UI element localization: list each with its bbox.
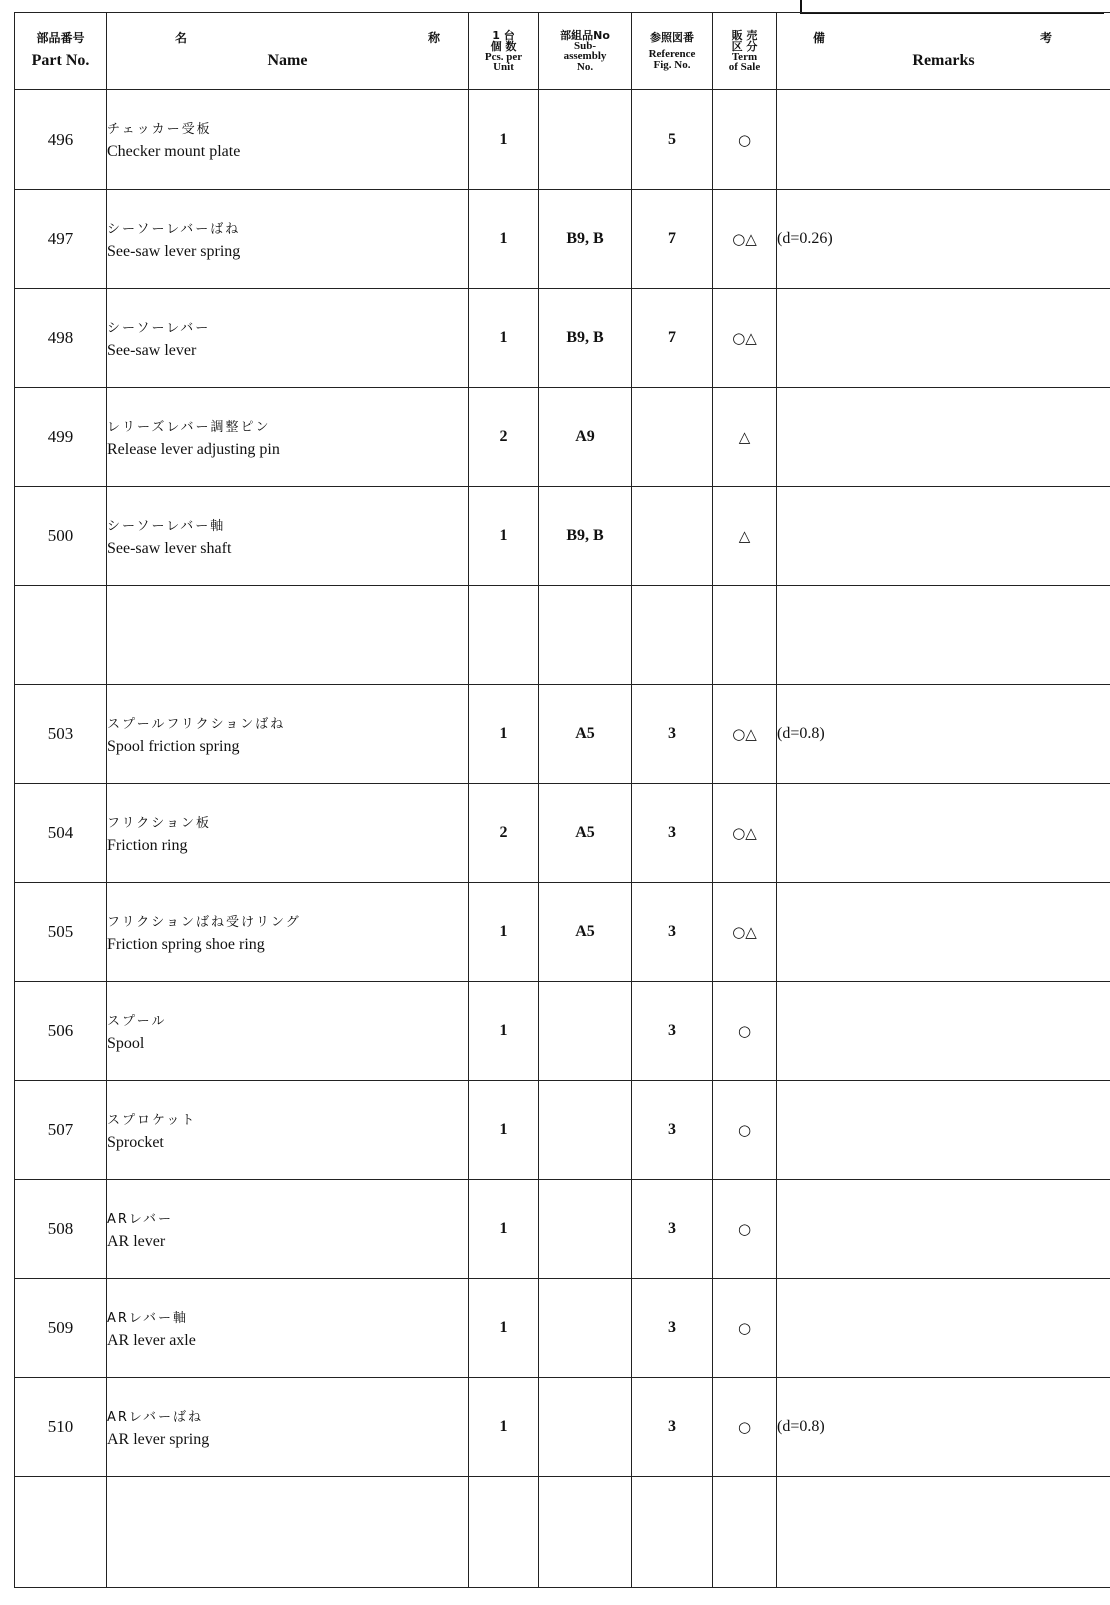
part-no-cell: 504 — [15, 784, 107, 883]
header-sale-jp-2: 区 分 — [731, 39, 758, 53]
sale-cell — [713, 1477, 777, 1588]
name-cell — [107, 1081, 469, 1180]
sub-cell — [539, 90, 632, 190]
sale-cell: ○△ — [713, 289, 777, 388]
header-remarks-jp-right: 考 — [1039, 31, 1052, 46]
remarks-cell — [777, 1180, 1110, 1279]
part-no-cell: 499 — [15, 388, 107, 487]
table-row-empty — [15, 1477, 1110, 1588]
remarks-cell — [777, 1279, 1110, 1378]
remarks-cell — [777, 388, 1110, 487]
table-row — [15, 190, 1110, 289]
remarks-cell — [777, 90, 1110, 190]
sale-cell: ○△ — [713, 190, 777, 289]
pcs-cell: 1 — [469, 1279, 539, 1378]
sale-cell: ○ — [713, 1378, 777, 1477]
table-row — [15, 1279, 1110, 1378]
pcs-cell: 1 — [469, 982, 539, 1081]
sub-cell: B9, B — [539, 190, 632, 289]
remarks-cell — [777, 1477, 1110, 1588]
ref-cell: 3 — [632, 982, 713, 1081]
name-jp: シーソーレバーばね — [107, 221, 241, 237]
name-en: See-saw lever spring — [107, 242, 241, 260]
part-no-cell: 509 — [15, 1279, 107, 1378]
name-jp: チェッカー受板 — [107, 122, 212, 137]
sub-cell — [539, 1378, 632, 1477]
pcs-cell: 1 — [469, 487, 539, 586]
part-no-cell: 497 — [15, 190, 107, 289]
name-cell — [107, 586, 469, 685]
ref-cell: 3 — [632, 1279, 713, 1378]
pcs-cell — [469, 1477, 539, 1588]
sale-cell: ○ — [713, 1081, 777, 1180]
sub-cell: A5 — [539, 685, 632, 784]
name-cell — [107, 90, 469, 190]
sub-cell: B9, B — [539, 289, 632, 388]
pcs-cell: 1 — [469, 190, 539, 289]
header-row — [15, 13, 1110, 90]
remarks-cell — [777, 487, 1110, 586]
header-sale-en-2: of Sale — [728, 61, 761, 73]
header-name-en: Name — [267, 51, 308, 69]
name-en: Sprocket — [107, 1133, 164, 1151]
table-row — [15, 1180, 1110, 1279]
name-en: Release lever adjusting pin — [107, 440, 280, 458]
header-ref-en-2: Fig. No. — [653, 58, 691, 71]
ref-cell: 7 — [632, 190, 713, 289]
ref-cell — [632, 388, 713, 487]
remarks-cell — [777, 784, 1110, 883]
ref-cell: 3 — [632, 1378, 713, 1477]
name-jp: スプールフリクションばね — [107, 716, 286, 732]
sub-cell — [539, 1279, 632, 1378]
remarks-cell — [777, 586, 1110, 685]
name-cell — [107, 388, 469, 487]
pcs-cell: 2 — [469, 784, 539, 883]
remarks-cell: (d=0.26) — [777, 190, 1110, 289]
sale-cell: ○△ — [713, 784, 777, 883]
ref-cell — [632, 586, 713, 685]
sale-cell: △ — [713, 487, 777, 586]
sub-cell — [539, 1477, 632, 1588]
sale-cell — [713, 586, 777, 685]
name-en: AR lever spring — [107, 1430, 210, 1448]
part-no-cell: 503 — [15, 685, 107, 784]
ref-cell: 3 — [632, 784, 713, 883]
pcs-cell: 1 — [469, 90, 539, 190]
header-sub-en-2: assembly — [563, 50, 607, 63]
part-no-cell: 507 — [15, 1081, 107, 1180]
part-no-cell: 505 — [15, 883, 107, 982]
sub-cell: A9 — [539, 388, 632, 487]
name-cell — [107, 982, 469, 1081]
header-remarks-en: Remarks — [912, 51, 975, 69]
name-jp: フリクション板 — [107, 815, 211, 831]
part-no-cell — [15, 586, 107, 685]
header-sub — [539, 13, 632, 90]
part-no-cell — [15, 1477, 107, 1588]
sale-cell: ○△ — [713, 685, 777, 784]
header-sale-jp-1: 販 売 — [731, 28, 758, 42]
sale-cell: ○ — [713, 982, 777, 1081]
sub-cell: B9, B — [539, 487, 632, 586]
pcs-cell: 2 — [469, 388, 539, 487]
table-row — [15, 487, 1110, 586]
sub-cell — [539, 1180, 632, 1279]
pcs-cell: 1 — [469, 1378, 539, 1477]
pcs-cell: 1 — [469, 1180, 539, 1279]
table-row — [15, 388, 1110, 487]
header-part-no-en: Part No. — [31, 51, 90, 69]
name-jp: スプール — [107, 1013, 167, 1029]
remarks-cell — [777, 982, 1110, 1081]
header-part-no — [15, 13, 107, 90]
ref-cell: 7 — [632, 289, 713, 388]
ref-cell: 3 — [632, 1180, 713, 1279]
name-en: Friction spring shoe ring — [107, 935, 265, 953]
header-ref — [632, 13, 713, 90]
name-cell — [107, 289, 469, 388]
name-cell — [107, 487, 469, 586]
header-pcs-en-2: Unit — [493, 61, 514, 73]
name-jp: シーソーレバー — [107, 320, 211, 336]
header-ref-jp: 参照図番 — [650, 31, 694, 45]
name-en: AR lever axle — [107, 1331, 196, 1349]
header-pcs-jp-1: 1 台 — [492, 28, 515, 42]
name-jp: シーソーレバー軸 — [107, 518, 226, 534]
table-row — [15, 982, 1110, 1081]
header-sub-jp: 部組品No — [560, 28, 610, 42]
pcs-cell — [469, 586, 539, 685]
name-jp: フリクションばね受けリング — [107, 914, 301, 930]
part-no-cell: 500 — [15, 487, 107, 586]
name-en: See-saw lever — [107, 341, 197, 359]
name-en: Friction ring — [107, 836, 188, 854]
name-jp: スプロケット — [107, 1112, 197, 1128]
header-remarks-jp — [777, 32, 1110, 45]
table-row — [15, 685, 1110, 784]
table-row — [15, 289, 1110, 388]
table-row — [15, 1081, 1110, 1180]
header-sub-en-1: Sub- — [573, 39, 597, 52]
header-part-no-jp: 部品番号 — [36, 31, 85, 46]
header-sub-en-3: No. — [576, 60, 594, 73]
pcs-cell: 1 — [469, 1081, 539, 1180]
parts-table — [14, 12, 1110, 1588]
table-row — [15, 1378, 1110, 1477]
table-row-empty — [15, 586, 1110, 685]
header-name-jp-right: 称 — [427, 31, 440, 46]
sub-cell: A5 — [539, 883, 632, 982]
sub-cell: A5 — [539, 784, 632, 883]
sub-cell — [539, 586, 632, 685]
name-jp: ARレバーばね — [107, 1409, 204, 1425]
table-row — [15, 883, 1110, 982]
name-cell — [107, 1279, 469, 1378]
name-en: See-saw lever shaft — [107, 539, 232, 557]
header-sale-en-1: Term — [731, 50, 758, 63]
ref-cell — [632, 1477, 713, 1588]
part-no-cell: 498 — [15, 289, 107, 388]
sale-cell: ○ — [713, 1279, 777, 1378]
remarks-cell: (d=0.8) — [777, 1378, 1110, 1477]
name-cell — [107, 685, 469, 784]
pcs-cell: 1 — [469, 883, 539, 982]
header-name-jp-left: 名 — [175, 31, 188, 46]
sale-cell: △ — [713, 388, 777, 487]
header-pcs-jp-2: 個 数 — [490, 39, 517, 53]
name-en: Checker mount plate — [107, 143, 241, 160]
name-cell — [107, 883, 469, 982]
header-name-jp — [107, 32, 468, 45]
header-name — [107, 13, 469, 90]
table-row — [15, 90, 1110, 190]
name-cell — [107, 1378, 469, 1477]
name-en: Spool — [107, 1034, 145, 1052]
part-no-cell: 508 — [15, 1180, 107, 1279]
remarks-cell — [777, 883, 1110, 982]
name-cell — [107, 784, 469, 883]
pcs-cell: 1 — [469, 289, 539, 388]
name-cell — [107, 1477, 469, 1588]
sub-cell — [539, 982, 632, 1081]
ref-cell: 3 — [632, 883, 713, 982]
name-cell — [107, 1180, 469, 1279]
pcs-cell: 1 — [469, 685, 539, 784]
part-no-cell: 506 — [15, 982, 107, 1081]
header-pcs-en-1: Pcs. per — [484, 50, 523, 63]
sale-cell: ○ — [713, 90, 777, 190]
header-sale — [713, 13, 777, 90]
remarks-cell — [777, 289, 1110, 388]
sale-cell: ○△ — [713, 883, 777, 982]
header-ref-en-1: Reference — [648, 48, 696, 61]
name-cell — [107, 190, 469, 289]
ref-cell: 3 — [632, 1081, 713, 1180]
table-row — [15, 784, 1110, 883]
name-jp: ARレバー — [107, 1211, 174, 1227]
header-remarks — [777, 13, 1110, 90]
header-pcs — [469, 13, 539, 90]
name-en: AR lever — [107, 1232, 166, 1250]
sub-cell — [539, 1081, 632, 1180]
name-jp: レリーズレバー調整ピン — [107, 419, 271, 435]
ref-cell: 3 — [632, 685, 713, 784]
ref-cell — [632, 487, 713, 586]
part-no-cell: 510 — [15, 1378, 107, 1477]
remarks-cell: (d=0.8) — [777, 685, 1110, 784]
part-no-cell: 496 — [15, 90, 107, 190]
sale-cell: ○ — [713, 1180, 777, 1279]
header-remarks-jp-left: 備 — [813, 31, 826, 46]
remarks-cell — [777, 1081, 1110, 1180]
name-en: Spool friction spring — [107, 737, 240, 755]
ref-cell: 5 — [632, 90, 713, 190]
name-jp: ARレバー軸 — [107, 1310, 189, 1326]
